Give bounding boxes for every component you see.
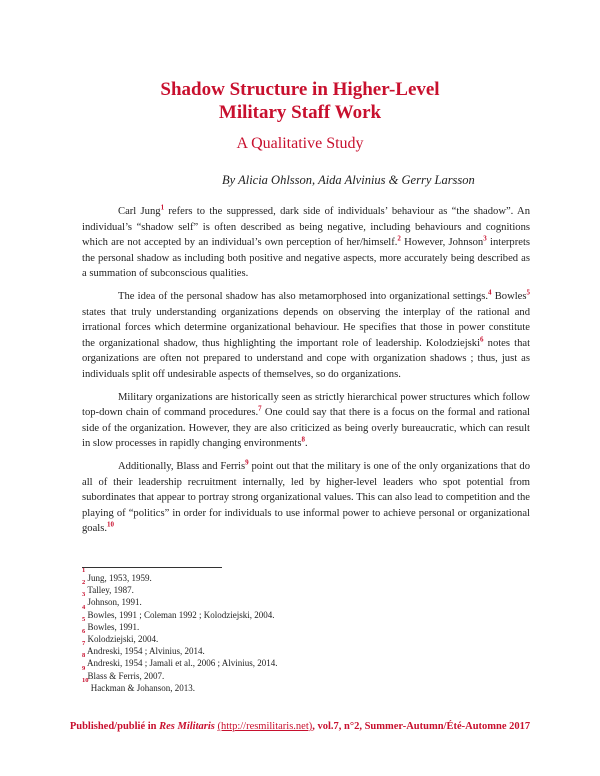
paragraph-text: Carl Jung [118,206,161,217]
footnote-number: 5 [82,615,86,623]
paragraph-text: Additionally, Blass and Ferris [118,460,246,472]
paragraph-text: refers to the suppressed, dark side of individuals’ behaviour as “the shadow”. An individual’s “shadow self” is often described as being negative, including behaviours and cognitions which are not accepted by an individual’s own perception of her/himself. [82,206,530,249]
footnote-text: Bowles, 1991 ; Coleman 1992 ; Kolodziejski, 2004. [85,609,275,620]
footer-journal: Res Militaris [159,721,215,732]
footnote-reference[interactable]: 2 [397,234,401,243]
footnote-item [82,603,502,621]
footnote-reference[interactable]: 9 [245,458,249,467]
footnote-number: 6 [82,628,86,636]
footnote-number: 3 [82,591,86,599]
footnote-item [82,628,502,648]
paper-title-line-2: Military Staff Work [218,102,382,123]
footnote-text: Andreski, 1954 ; Jamali et al., 2006 ; Alvinius, 2014. [85,658,278,669]
paper-title-line-1: Shadow Structure in Higher-Level [160,79,440,100]
footnotes [82,567,502,694]
paragraph-text: . [304,438,308,450]
paragraph-text: The idea of the personal shadow has also metamorphosed into organizational settings. [118,290,489,302]
footnote-number: 2 [82,579,86,587]
footnote-text: Blass & Ferris, 2007. [85,670,165,681]
footnote-number: 4 [82,603,86,611]
footnote-number: 10 [82,676,89,684]
paragraph-text: However, Johnson [400,237,484,249]
footnote-number: 9 [82,664,86,672]
footnote-item [82,579,502,599]
footnote-number: 1 [82,567,86,574]
publication-footer [0,721,600,732]
footnote-reference[interactable]: 3 [483,234,487,243]
body-text [82,204,530,544]
body-paragraph [82,459,530,537]
footnote-text: Talley, 1987. [85,585,134,596]
footnote-text: Jung, 1953, 1959. [85,573,152,583]
footnote-reference[interactable]: 10 [107,520,115,529]
footer-prefix: Published/publié in [69,721,160,732]
footnote-item [82,652,502,669]
footnote-text: Hackman & Johanson, 2013. [88,682,195,693]
footer-url-link[interactable]: (http://resmilitaris.net) [217,721,313,732]
footnote-text: Johnson, 1991. [85,597,142,608]
footnote-reference[interactable]: 7 [258,404,262,413]
body-paragraph [82,204,530,282]
footnote-item [82,664,502,682]
footnote-item [82,591,502,608]
footnote-reference[interactable]: 4 [488,288,492,297]
footnote-item [82,640,502,660]
footnote-number: 8 [82,652,86,660]
paragraph-text: Military organizations are historically seen as strictly hierarchical power structures which follow top-down chain of command procedures. [82,391,530,419]
footnote-item [82,676,502,694]
footnote-item [82,615,502,636]
paragraph-text: One could say that there is a focus on the formal and rational side of the organization. However, they are also criticized as being overly bureaucratic, which can result in slow processes in rapidly changing environments [82,407,530,450]
footnote-text: Andreski, 1954 ; Alvinius, 2014. [85,646,205,657]
footnote-divider [82,567,222,568]
paragraph-text: states that truly understanding organizations depends on observing the interplay of the rational and irrational forces which determine organizational behaviour. He specifies that those in power constitute the organizational shadow, thus highlighting the important role of leadership. Kolodziejski [82,306,530,349]
paper-subtitle: A Qualitative Study [236,135,364,152]
footnote-reference[interactable]: 8 [301,435,305,444]
footnote-number: 7 [82,640,86,648]
footnote-item [82,567,502,587]
paragraph-text: notes that organizations are often not prepared to understand and cope with organization shadows ; thus, just as individuals split off undesirable aspects of themselves, so do organizations. [82,337,531,380]
body-paragraph [82,289,530,383]
author-line: By Alicia Ohlsson, Aida Alvinius & Gerry Larsson [222,173,475,187]
body-paragraph [82,390,530,452]
footnote-reference[interactable]: 1 [160,203,165,212]
footnote-text: Kolodziejski, 2004. [85,634,159,645]
paragraph-text: Bowles [491,290,527,302]
footnote-reference[interactable]: 6 [480,335,484,344]
paragraph-text: point out that the military is one of the only organizations that do all of their leadership recruitment internally, led by higher-level leaders who spot potential from subordinates that appear to portray strong organizational values. This can also lead to competition and the playing of “politics” in order for individuals to use informal power to achieve personal or organizational goals. [82,460,530,535]
footnote-text: Bowles, 1991. [85,621,140,632]
paragraph-text: interprets the personal shadow as including both positive and negative aspects, more accurately being described as a summation of subconscious qualities. [82,237,531,280]
footer-suffix: , vol.7, n°2, Summer-Autumn/Été-Automne 2017 [312,721,531,732]
footnote-reference[interactable]: 5 [526,288,530,297]
